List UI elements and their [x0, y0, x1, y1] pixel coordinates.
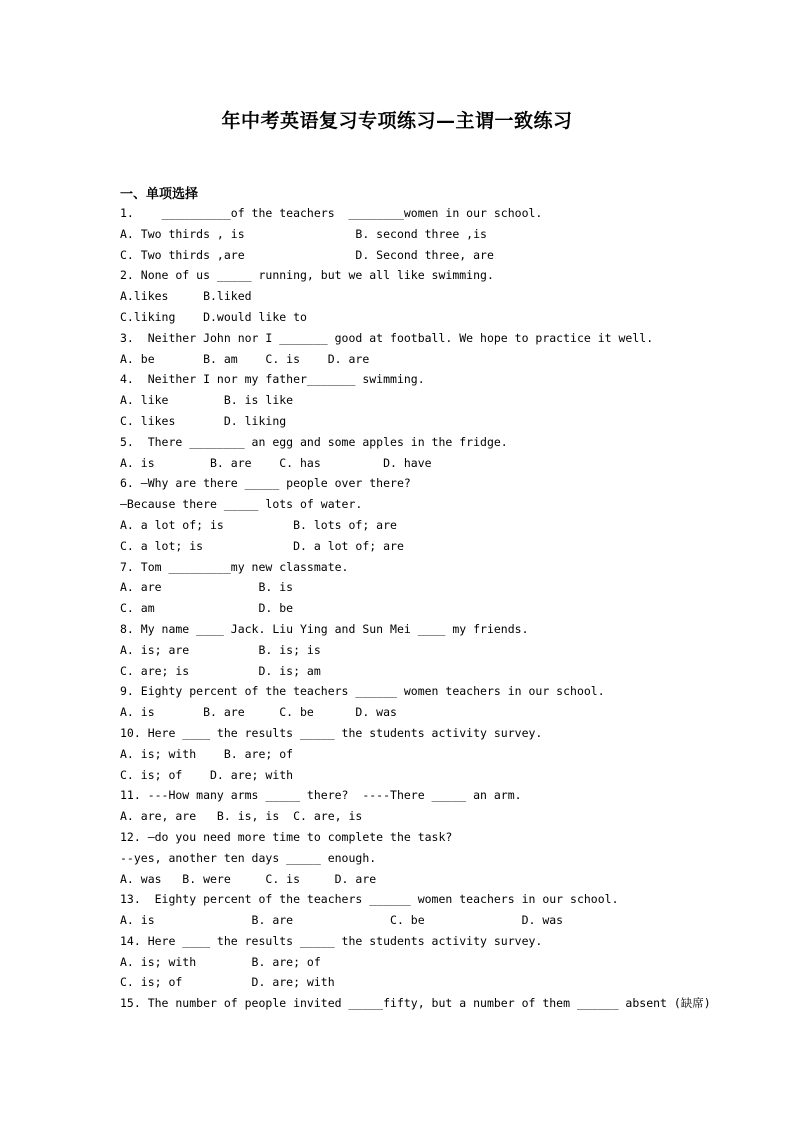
question-line: 11. ---How many arms _____ there? ----There _____ an arm.	[120, 788, 522, 803]
question-line: 14. Here ____ the results _____ the students activity survey.	[120, 933, 543, 948]
question-line: 1. __________of the teachers ________women in our school.	[120, 206, 543, 220]
question-line: 7. Tom _________my new classmate.	[120, 559, 349, 574]
question-line: A. is; with B. are; of	[120, 954, 321, 969]
question-line: C.liking D.would like to	[120, 309, 307, 324]
question-line: C. am D. be	[120, 601, 294, 616]
question-line: C. likes D. liking	[120, 413, 287, 428]
question-line: --yes, another ten days _____ enough.	[120, 850, 377, 865]
question-list	[120, 203, 720, 1014]
question-line: 12. —do you need more time to complete the task?	[120, 829, 453, 844]
section-heading: 一、单项选择	[120, 187, 199, 202]
question-line: 6. —Why are there _____ people over there?	[120, 476, 411, 491]
question-line: C. Two thirds ,are D. Second three, are	[120, 247, 494, 262]
question-line: 10. Here ____ the results _____ the students activity survey.	[120, 725, 543, 740]
question-line: 4. Neither I nor my father_______ swimming.	[120, 372, 425, 387]
question-line: A. is B. are C. be D. was	[120, 705, 397, 720]
question-line: 9. Eighty percent of the teachers ______ women teachers in our school.	[120, 684, 605, 699]
question-line: A. be B. am C. is D. are	[120, 351, 370, 366]
question-line: 3. Neither John nor I _______ good at football. We hope to practice it well.	[120, 330, 654, 345]
question-line: A. a lot of; is B. lots of; are	[120, 517, 397, 532]
question-line: 5. There ________ an egg and some apples in the fridge.	[120, 434, 508, 449]
question-line: —Because there _____ lots of water.	[120, 497, 363, 512]
question-line: C. are; is D. is; am	[120, 663, 321, 678]
question-line: C. is; of D. are; with	[120, 767, 294, 782]
question-line: C. is; of D. are; with	[120, 975, 335, 990]
question-line: 13. Eighty percent of the teachers ______ women teachers in our school.	[120, 892, 619, 907]
question-line: A. are, are B. is, is C. are, is	[120, 809, 363, 824]
question-line: 15. The number of people invited _____fifty, but a number of them ______ absent (缺席)	[120, 996, 711, 1011]
question-line: A.likes B.liked	[120, 289, 252, 304]
question-line: C. a lot; is D. a lot of; are	[120, 538, 404, 553]
question-line: A. is; are B. is; is	[120, 642, 321, 657]
page-title: 年中考英语复习专项练习—主谓一致练习	[221, 110, 573, 132]
question-line: A. are B. is	[120, 580, 294, 595]
question-line: A. is; with B. are; of	[120, 746, 294, 761]
question-line: A. Two thirds , is B. second three ,is	[120, 226, 487, 241]
question-line: A. like B. is like	[120, 393, 294, 408]
question-line: 8. My name ____ Jack. Liu Ying and Sun Mei ____ my friends.	[120, 621, 529, 636]
question-line: 2. None of us _____ running, but we all like swimming.	[120, 268, 494, 283]
question-line: A. was B. were C. is D. are	[120, 871, 377, 886]
question-line: A. is B. are C. be D. was	[120, 913, 564, 928]
question-line: A. is B. are C. has D. have	[120, 455, 432, 470]
